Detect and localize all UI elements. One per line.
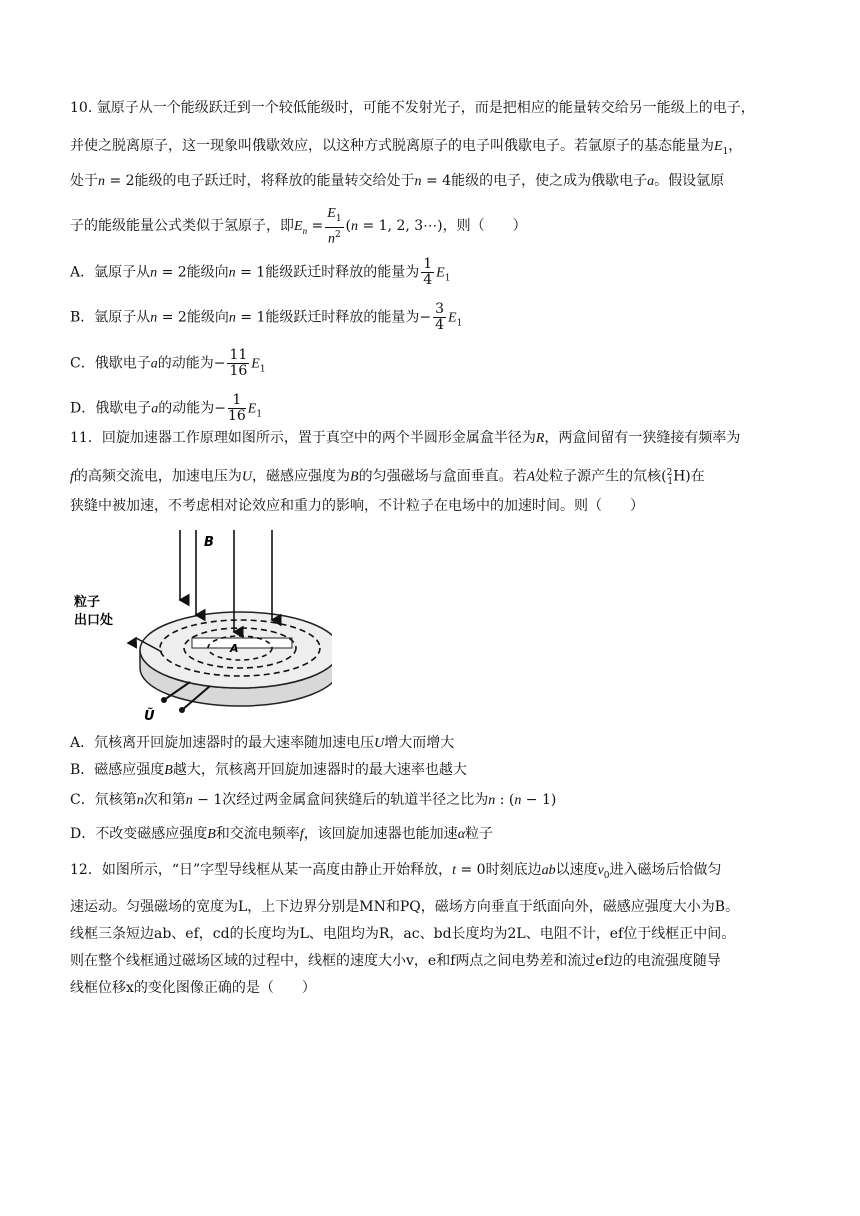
label-exit-1: 粒子 [74, 595, 101, 610]
q10-option-b: B．氩原子从n = 2能级向n = 1能级跃迁时释放的能量为− $\frac{3}{4}$ $E_1$ [70, 301, 463, 333]
q11-line-3: 狭缝中被加速，不考虑相对论效应和重力的影响，不计粒子在电场中的加速时间。则（ ） [70, 498, 644, 514]
q10-line-3: 处于n = 2能级的电子跃迁时，将释放的能量转交给处于n = 4能级的电子，使之成为俄歇电子a。假设氩原 [70, 173, 725, 189]
q11-option-a: A．氘核离开回旋加速器时的最大速率随加速电压U增大而增大 [70, 735, 455, 751]
q11-line-1: 11．回旋加速器工作原理如图所示，置于真空中的两个半圆形金属盒半径为R，两盒间留有一狭缝接有频率为 [70, 430, 741, 446]
q10-line-2: 并使之脱离原子，这一现象叫俄歇效应，以这种方式脱离原子的电子叫俄歇电子。若氩原子的基态能量为$E_1$， [70, 138, 743, 157]
q10-line-1: 10. 氩原子从一个能级跃迁到一个较低能级时，可能不发射光子，而是把相应的能量转交给另一能级上的电子， [70, 100, 755, 116]
q10-option-c: C．俄歇电子a的动能为− $\frac{11}{16}$ $E_1$ [70, 347, 266, 379]
label-exit-2: 出口处 [74, 613, 114, 628]
q12-line-4: 则在整个线框通过磁场区域的过程中，线框的速度大小v，e和f两点之间电势差和流过ef边的电流强度随导 [70, 953, 721, 969]
q10-line-4: 子的能级能量公式类似于氢原子，即$E_n$ = $\frac{E_1}{n^2}$ (n = 1, 2, 3⋯)，则（ ） [70, 206, 527, 247]
cyclotron-figure [72, 520, 332, 725]
q11-option-b: B．磁感应强度B越大，氘核离开回旋加速器时的最大速率也越大 [70, 762, 467, 778]
label-b: B [204, 535, 214, 550]
q12-line-5: 线框位移x的变化图像正确的是（ ） [70, 980, 316, 996]
label-u: Ũ [144, 709, 155, 724]
q10-option-a: A．氩原子从n = 2能级向n = 1能级跃迁时释放的能量为 $\frac{1}{4}$ $E_1$ [70, 256, 451, 288]
q12-line-3: 线框三条短边ab、ef，cd的长度均为L、电阻均为R，ac、bd长度均为2L、电阻不计，ef位于线框正中间。 [70, 926, 736, 942]
q11-line-2: f的高频交流电，加速电压为U，磁感应强度为B的匀强磁场与盒面垂直。若A处粒子源产生的氘核($^2_1$H)在 [70, 468, 705, 488]
q11-option-d: D．不改变磁感应强度B和交流电频率f，该回旋加速器也能加速α粒子 [70, 826, 494, 842]
label-a: A [230, 642, 239, 655]
q11-option-c: C．氘核第n次和第n − 1次经过两金属盒间狭缝后的轨道半径之比为n : (n − 1) [70, 792, 557, 808]
q10-option-d: D．俄歇电子a的动能为− $\frac{1}{16}$ $E_1$ [70, 392, 263, 424]
cyclotron-diagram [72, 520, 332, 725]
q12-line-2: 速运动。匀强磁场的宽度为L，上下边界分别是MN和PQ，磁场方向垂直于纸面向外，磁感应强度大小为B。 [70, 899, 740, 915]
q12-line-1: 12．如图所示，“日”字型导线框从某一高度由静止开始释放，t = 0时刻底边ab以速度$v_0$进入磁场后恰做匀 [70, 862, 722, 881]
